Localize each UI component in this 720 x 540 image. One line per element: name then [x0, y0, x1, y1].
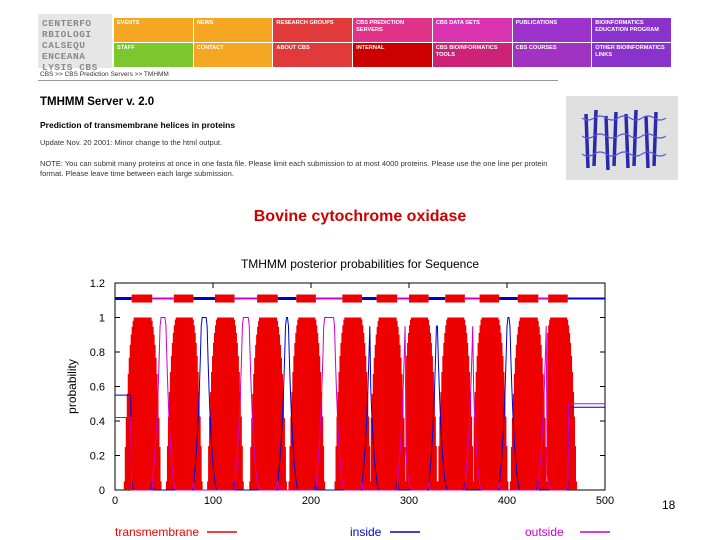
nav-item[interactable]: CBS PREDICTION SERVERS [353, 18, 432, 42]
y-tick-label: 0.6 [89, 381, 105, 394]
site-nav [114, 18, 671, 68]
y-tick-label: 0.2 [89, 450, 105, 463]
logo-line: LYSIS CBS [42, 62, 98, 73]
legend-label: outside [525, 525, 564, 539]
x-tick-label: 300 [399, 495, 419, 507]
transmembrane-bar [201, 481, 202, 490]
prediction-helix [174, 295, 194, 303]
logo-line: CALSEQU [42, 40, 86, 51]
nav-item[interactable]: CBS COURSES [513, 43, 592, 67]
prediction-helix [518, 295, 539, 303]
protein-structure-image [566, 96, 678, 180]
nav-item[interactable]: OTHER BIOINFORMATICS LINKS [592, 43, 671, 67]
prediction-helix [296, 295, 316, 303]
prediction-helix [548, 295, 568, 303]
nav-item[interactable]: EVENTS [114, 18, 193, 42]
nav-item[interactable]: CBS BIOINFORMATICS TOOLS [433, 43, 512, 67]
x-tick-label: 400 [497, 495, 517, 507]
transmembrane-bar [242, 481, 243, 490]
server-subtitle: Prediction of transmembrane helices in proteins [40, 120, 236, 130]
nav-item[interactable]: CONTACT [194, 43, 273, 67]
prediction-helix [342, 295, 362, 303]
logo-line: ENCEANA [42, 51, 86, 62]
divider [38, 80, 558, 81]
y-tick-label: 0.8 [89, 347, 105, 359]
nav-item[interactable]: INTERNAL [353, 43, 432, 67]
prediction-helix [132, 295, 153, 303]
transmembrane-bar [576, 481, 577, 490]
x-tick-label: 500 [595, 495, 615, 507]
nav-item[interactable]: STAFF [114, 43, 193, 67]
y-axis-label: probability [65, 359, 79, 414]
transmembrane-bar [324, 481, 325, 490]
server-screenshot [38, 14, 678, 180]
nav-item[interactable]: PUBLICATIONS [513, 18, 592, 42]
submission-note: NOTE: You can submit many proteins at once in one fasta file. Please limit each submission to at most 4000 proteins. Please use the one line per protein format. Please leave time between each large submission. [40, 159, 548, 178]
page-number: 18 [662, 498, 676, 512]
transmembrane-bar [286, 481, 287, 490]
transmembrane-bar [507, 481, 508, 490]
logo-line: CENTERFO [42, 18, 92, 29]
logo-line: RBIOLOGI [42, 29, 92, 40]
update-note: Update Nov. 20 2001: Minor change to the html output. [40, 138, 223, 147]
tmhmm-probability-chart [0, 250, 720, 540]
prediction-helix [257, 295, 278, 303]
y-tick-label: 0.4 [89, 416, 105, 428]
chart-title: TMHMM posterior probabilities for Sequence [240, 257, 480, 271]
legend-label: inside [350, 525, 382, 539]
prediction-helix [445, 295, 465, 303]
nav-item[interactable]: NEWS [194, 18, 273, 42]
prediction-helix [215, 295, 235, 303]
prediction-helix [480, 295, 500, 303]
nav-item[interactable]: RESEARCH GROUPS [273, 18, 352, 42]
nav-item[interactable]: BIOINFORMATICS EDUCATION PROGRAM [592, 18, 671, 42]
x-tick-label: 200 [301, 495, 321, 507]
cbs-logo [38, 14, 112, 73]
y-tick-label: 0 [98, 485, 105, 497]
prediction-helix [377, 295, 398, 303]
server-title: TMHMM Server v. 2.0 [40, 96, 155, 108]
y-tick-label: 1.2 [89, 278, 105, 290]
transmembrane-bar [160, 481, 161, 490]
x-tick-label: 100 [203, 495, 223, 507]
y-tick-label: 1 [98, 312, 105, 325]
breadcrumb: CBS >> CBS Prediction Servers >> TMHMM [40, 71, 169, 78]
nav-item[interactable]: CBS DATA SETS [433, 18, 512, 42]
nav-item[interactable]: ABOUT CBS [273, 43, 352, 67]
legend-label: transmembrane [115, 525, 200, 539]
x-tick-label: 0 [111, 495, 119, 507]
slide-heading: Bovine cytochrome oxidase [253, 208, 467, 225]
prediction-helix [409, 295, 429, 303]
